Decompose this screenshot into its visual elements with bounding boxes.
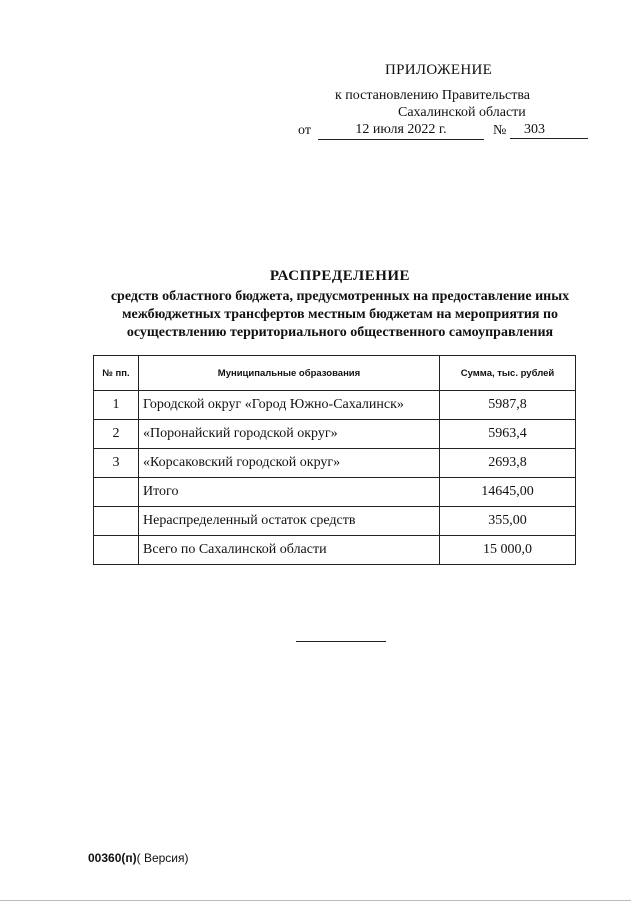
number-sign-label: № [493, 123, 507, 138]
table-row [94, 420, 576, 449]
header-number: № пп. [94, 356, 139, 391]
document-subtitle: средств областного бюджета, предусмотренных на предоставление иных межбюджетных трансфертов местным бюджетам на мероприятия по осуществлению территориального общественного самоуправления [110, 289, 570, 340]
date-prefix-label: от [298, 123, 311, 138]
row-remainder-amount: 355,00 [440, 507, 576, 536]
row-number [94, 507, 139, 536]
row-municipality: «Корсаковский городской округ» [139, 449, 440, 478]
row-number: 3 [94, 449, 139, 478]
footer-code [88, 851, 189, 865]
row-subtotal-amount: 14645,00 [440, 478, 576, 507]
resolution-date: 12 июля 2022 г. [318, 121, 484, 140]
page-bottom-edge [0, 900, 631, 901]
document-title: РАСПРЕДЕЛЕНИЕ [269, 268, 411, 284]
row-number [94, 478, 139, 507]
footer-document-code: 00360(п) [88, 851, 137, 865]
row-amount: 5963,4 [440, 420, 576, 449]
row-municipality: Городской округ «Город Южно-Сахалинск» [139, 391, 440, 420]
row-subtotal-label: Итого [139, 478, 440, 507]
appendix-region-line: Сахалинской области [398, 105, 526, 120]
header-amount: Сумма, тыс. рублей [440, 356, 576, 391]
table-row [94, 478, 576, 507]
resolution-number: 303 [510, 121, 588, 139]
row-number [94, 536, 139, 565]
table-header-row [94, 356, 576, 391]
row-total-amount: 15 000,0 [440, 536, 576, 565]
row-amount: 5987,8 [440, 391, 576, 420]
row-amount: 2693,8 [440, 449, 576, 478]
end-divider [296, 641, 386, 642]
table-row [94, 391, 576, 420]
row-remainder-label: Нераспределенный остаток средств [139, 507, 440, 536]
footer-version: ( Версия) [136, 851, 189, 865]
appendix-resolution-line: к постановлению Правительства [335, 88, 531, 103]
table-row [94, 507, 576, 536]
header-municipality: Муниципальные образования [139, 356, 440, 391]
table-row [94, 449, 576, 478]
row-number: 1 [94, 391, 139, 420]
table-row [94, 536, 576, 565]
distribution-table [93, 355, 576, 565]
appendix-title: ПРИЛОЖЕНИЕ [385, 62, 493, 78]
row-number: 2 [94, 420, 139, 449]
row-total-label: Всего по Сахалинской области [139, 536, 440, 565]
row-municipality: «Поронайский городской округ» [139, 420, 440, 449]
